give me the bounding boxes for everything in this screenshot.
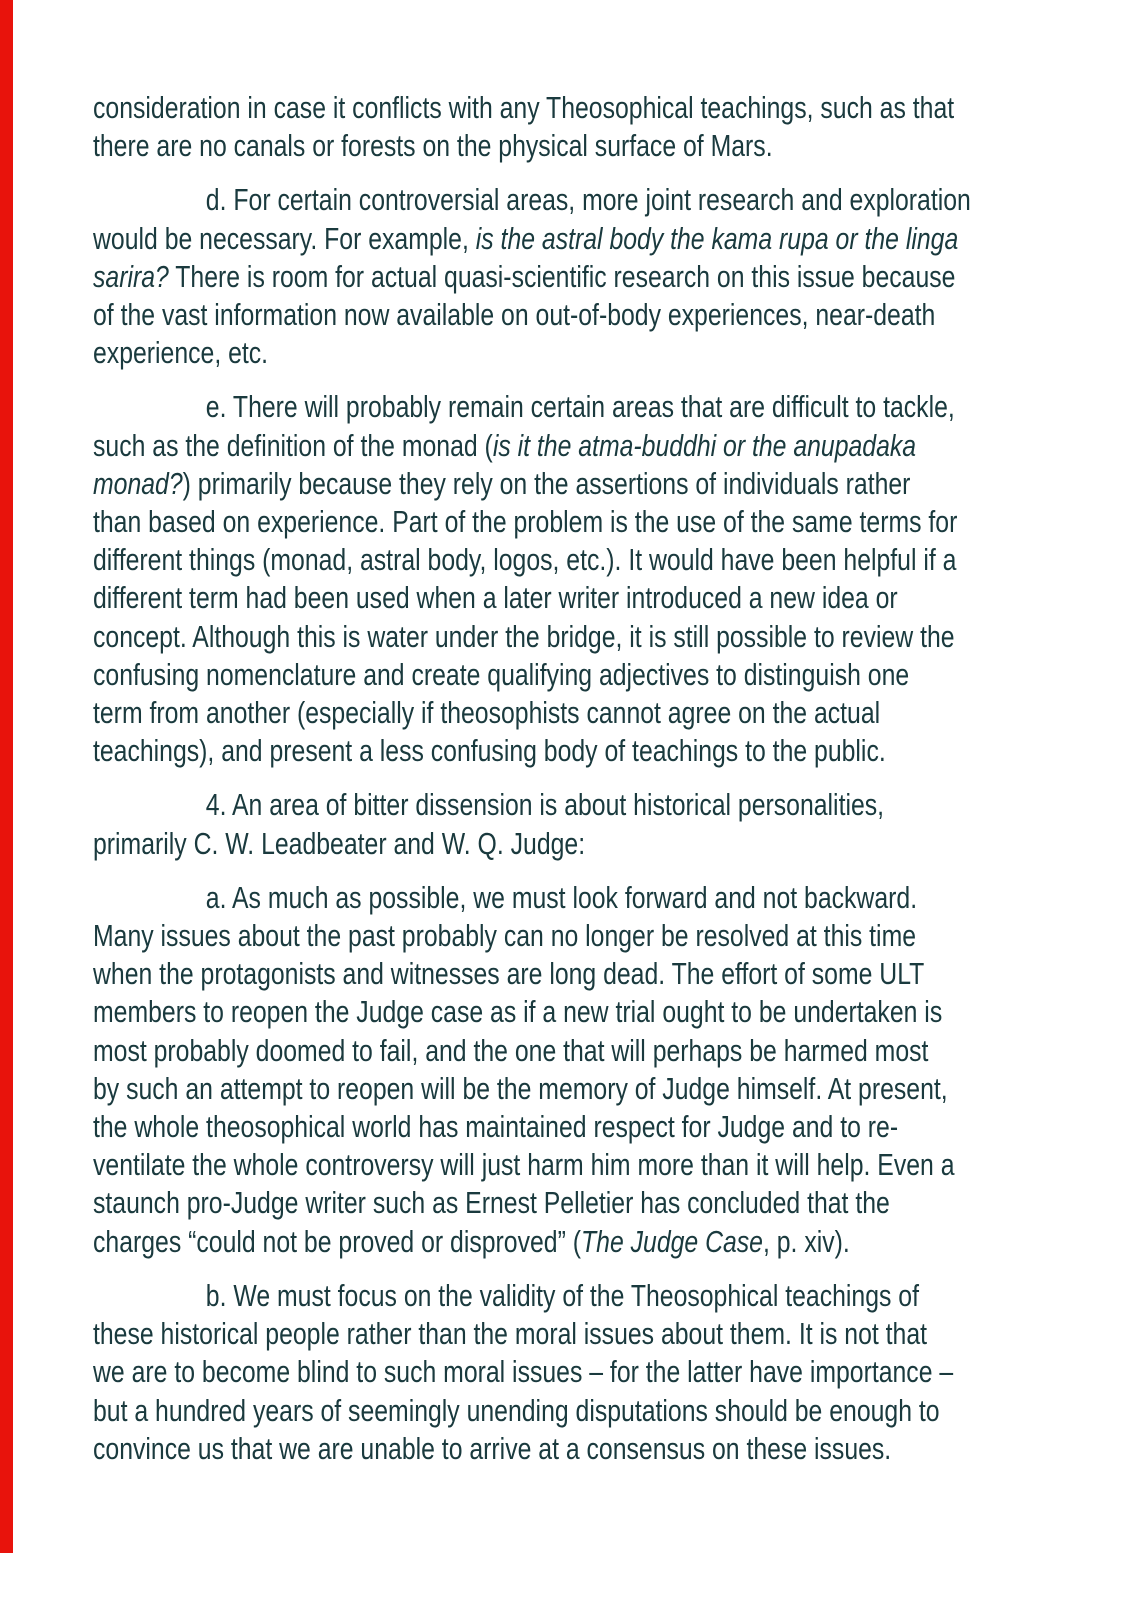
paragraph [93, 879, 1037, 1261]
text-segment: a. As much as possible, we must look forward and not backward. [205, 879, 918, 915]
text-line [93, 618, 1037, 656]
text-line [93, 388, 1037, 426]
paragraph [93, 89, 1037, 165]
text-line [93, 1223, 1037, 1261]
text-line [93, 296, 1037, 334]
text-segment: confusing nomenclature and create qualifying adjectives to distinguish one [93, 656, 910, 692]
text-segment: most probably doomed to fail, and the one that will perhaps be harmed most [93, 1032, 929, 1068]
text-line [93, 1353, 1037, 1391]
text-segment: than based on experience. Part of the problem is the use of the same terms for [93, 504, 958, 540]
text-segment: such as the definition of the monad ( [93, 427, 493, 463]
text-line [93, 732, 1037, 770]
text-line [93, 220, 1037, 258]
italic-text-segment: sarira? [93, 258, 169, 294]
text-segment: there are no canals or forests on the physical surface of Mars. [93, 128, 773, 164]
text-line [93, 879, 1037, 917]
text-segment: convince us that we are unable to arrive at a consensus on these issues. [93, 1430, 892, 1466]
text-line [93, 1277, 1037, 1315]
text-line [93, 993, 1037, 1031]
text-segment: , p. xiv). [762, 1223, 850, 1259]
text-segment: ) primarily because they rely on the assertions of individuals rather [182, 465, 911, 501]
text-line [93, 955, 1037, 993]
text-line [93, 1032, 1037, 1070]
text-segment: d. For certain controversial areas, more joint research and exploration [205, 182, 971, 218]
text-segment: There is room for actual quasi-scientific research on this issue because [168, 258, 956, 294]
text-segment: of the vast information now available on out-of-body experiences, near-death [93, 297, 936, 333]
text-line [93, 1392, 1037, 1430]
text-line [93, 1184, 1037, 1222]
text-segment: but a hundred years of seemingly unending disputations should be enough to [93, 1392, 940, 1428]
text-segment: e. There will probably remain certain areas that are difficult to tackle, [205, 389, 955, 425]
text-block-wrap [93, 89, 1142, 1484]
paragraph [93, 388, 1037, 770]
text-line [93, 541, 1037, 579]
text-line [93, 656, 1037, 694]
text-segment: experience, etc. [93, 335, 269, 371]
text-segment: charges “could not be proved or disproved” ( [93, 1223, 581, 1259]
paragraph [93, 181, 1037, 372]
text-segment: b. We must focus on the validity of the Theosophical teachings of [205, 1277, 919, 1313]
text-segment: the whole theosophical world has maintained respect for Judge and to re- [93, 1109, 899, 1145]
paragraph [93, 1277, 1037, 1468]
text-segment: primarily C. W. Leadbeater and W. Q. Judge: [93, 825, 586, 861]
text-line [93, 917, 1037, 955]
italic-text-segment: monad? [93, 465, 183, 501]
text-segment: concept. Although this is water under the bridge, it is still possible to review the [93, 618, 955, 654]
text-segment: term from another (especially if theosophists cannot agree on the actual [93, 695, 881, 731]
text-block [93, 89, 1037, 1468]
text-segment: when the protagonists and witnesses are long dead. The effort of some ULT [93, 956, 925, 992]
text-line [93, 427, 1037, 465]
text-segment: we are to become blind to such moral issues – for the latter have importance – [93, 1354, 954, 1390]
text-line [93, 1108, 1037, 1146]
text-segment: different things (monad, astral body, logos, etc.). It would have been helpful if a [93, 542, 957, 578]
text-line [93, 1070, 1037, 1108]
text-segment: 4. An area of bitter dissension is about historical personalities, [205, 787, 885, 823]
text-line [93, 694, 1037, 732]
italic-text-segment: is it the atma-buddhi or the anupadaka [492, 427, 917, 463]
text-line [93, 579, 1037, 617]
text-line [93, 127, 1037, 165]
text-line [93, 786, 1037, 824]
text-segment: by such an attempt to reopen will be the memory of Judge himself. At present, [93, 1070, 948, 1106]
paragraph [93, 786, 1037, 862]
text-line [93, 89, 1037, 127]
text-segment: teachings), and present a less confusing body of teachings to the public. [93, 733, 886, 769]
text-segment: staunch pro-Judge writer such as Ernest Pelletier has concluded that the [93, 1185, 890, 1221]
text-line [93, 1430, 1037, 1468]
text-segment: different term had been used when a later writer introduced a new idea or [93, 580, 898, 616]
text-line [93, 1315, 1037, 1353]
text-segment: would be necessary. For example, [93, 220, 476, 256]
text-segment: ventilate the whole controversy will just harm him more than it will help. Even a [93, 1147, 955, 1183]
text-line [93, 181, 1037, 219]
italic-text-segment: The Judge Case [581, 1223, 763, 1259]
text-segment: these historical people rather than the moral issues about them. It is not that [93, 1316, 928, 1352]
text-segment: members to reopen the Judge case as if a new trial ought to be undertaken is [93, 994, 943, 1030]
left-margin-red-stripe [0, 0, 13, 1553]
text-line [93, 825, 1037, 863]
text-segment: Many issues about the past probably can no longer be resolved at this time [93, 918, 917, 954]
text-line [93, 1146, 1037, 1184]
text-line [93, 334, 1037, 372]
text-segment: consideration in case it conflicts with any Theosophical teachings, such as that [93, 90, 955, 125]
text-line [93, 465, 1037, 503]
text-line [93, 503, 1037, 541]
italic-text-segment: is the astral body the kama rupa or the linga [475, 220, 959, 256]
text-line [93, 258, 1037, 296]
